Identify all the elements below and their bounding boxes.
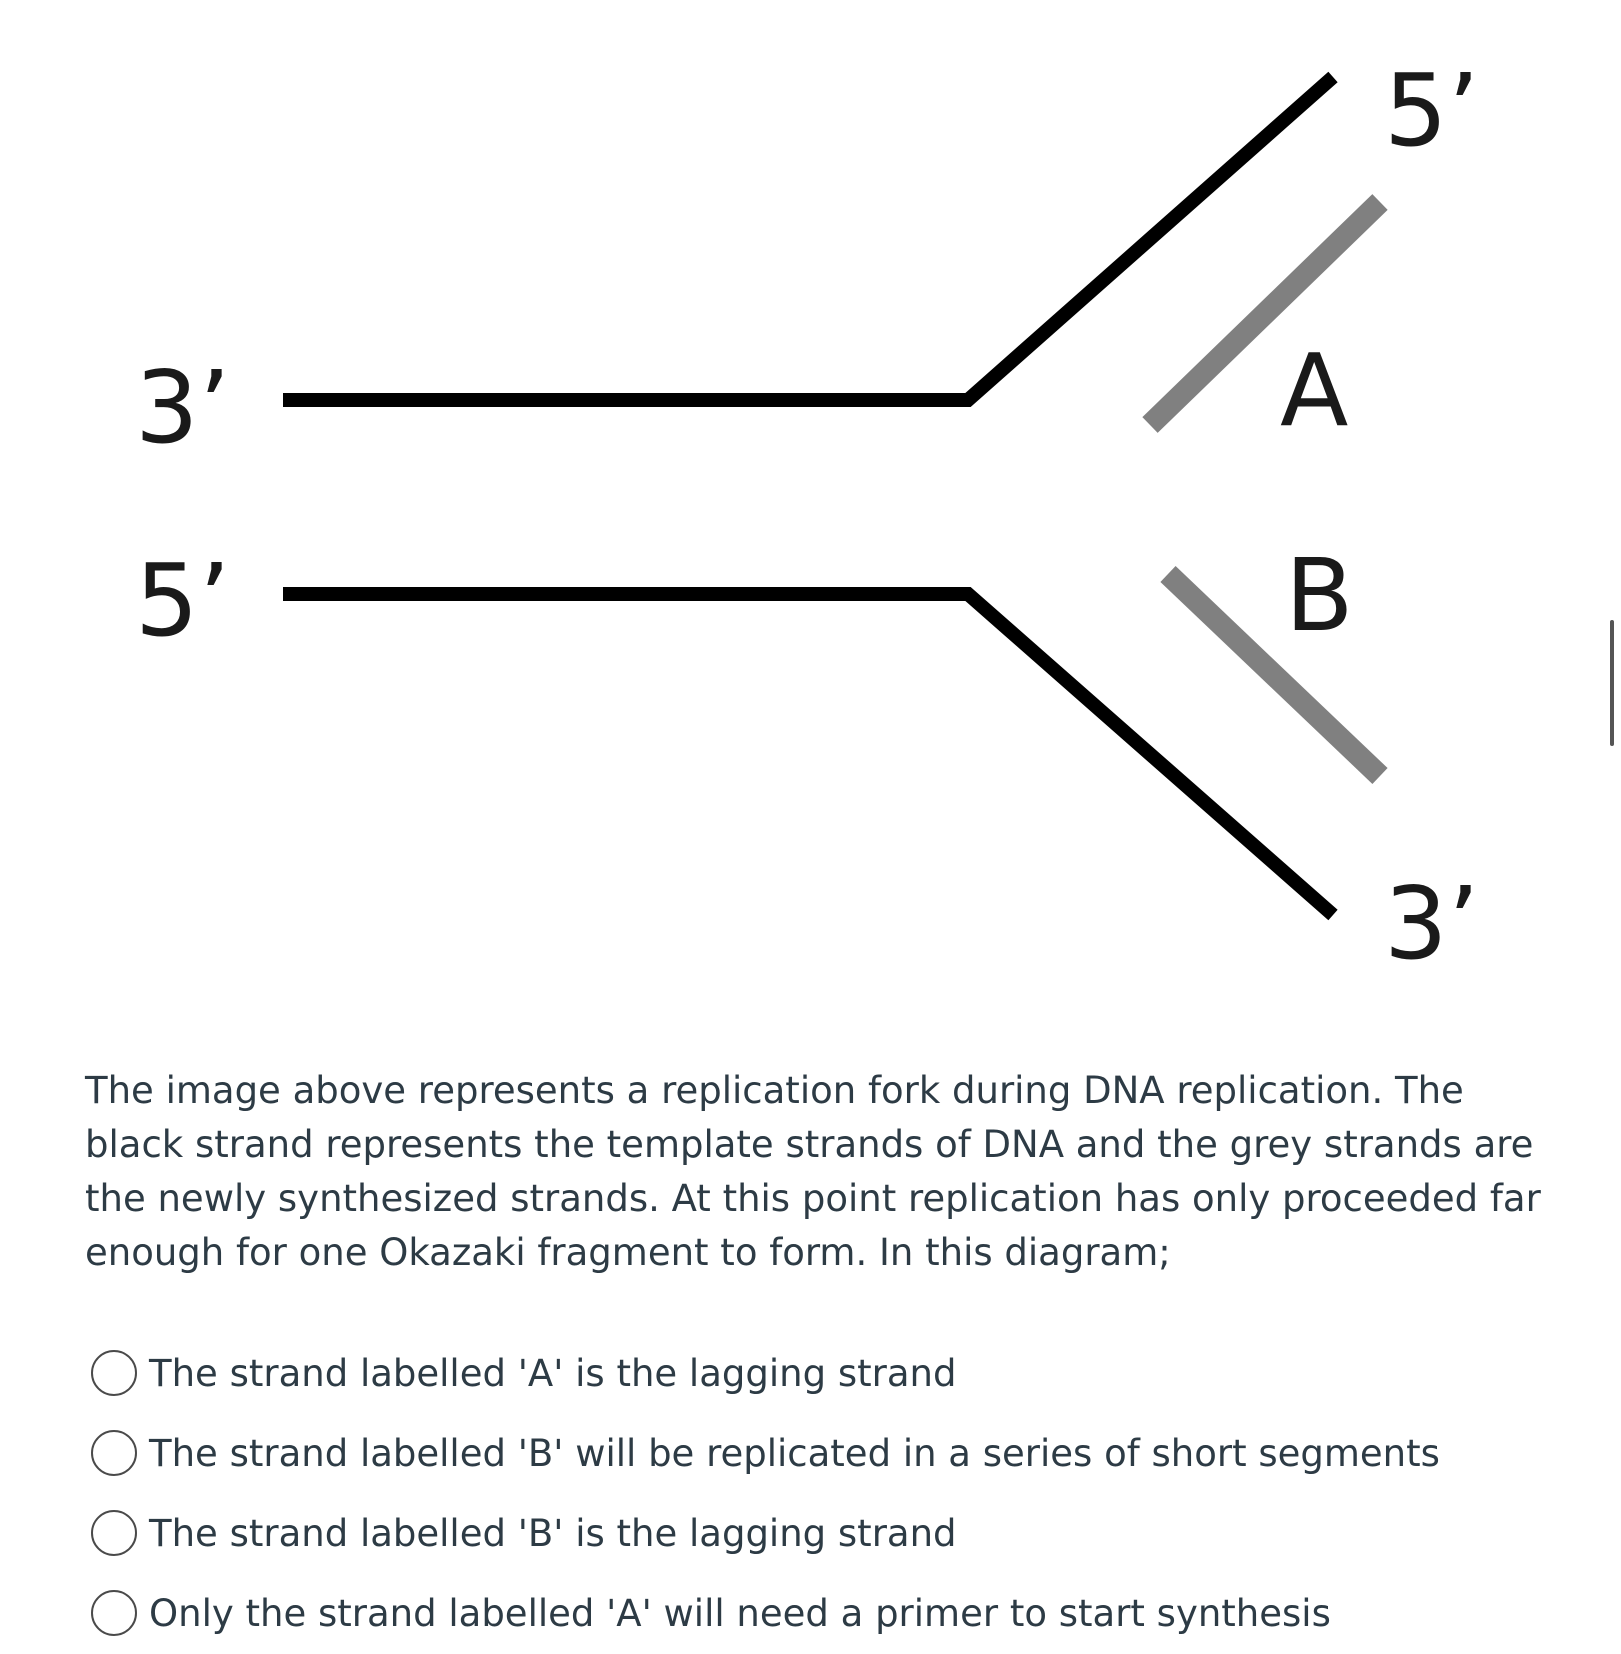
answer-label-1: The strand labelled 'A' is the lagging strand <box>149 1351 957 1395</box>
question-text: The image above represents a replication fork during DNA replication. The black strand represents the template strands of DNA and the grey strands are the newly synthesized strands. At this point replication has only proceeded far enough for one Okazaki fragment to form. In this diagram; <box>85 1069 1541 1274</box>
answer-label-2: The strand labelled 'B' will be replicated in a series of short segments <box>149 1431 1440 1475</box>
template-strand-top <box>283 77 1333 400</box>
answer-option-3[interactable] <box>90 1493 1570 1573</box>
answer-option-4[interactable] <box>90 1573 1570 1653</box>
answer-radio-1[interactable] <box>91 1350 137 1396</box>
label-3prime-bottom-right: 3’ <box>1384 865 1480 982</box>
answer-label-3: The strand labelled 'B' is the lagging strand <box>149 1511 957 1555</box>
answer-radio-3[interactable] <box>91 1510 137 1556</box>
answer-radio-2[interactable] <box>91 1430 137 1476</box>
answer-list <box>90 1333 1570 1653</box>
answer-radio-4[interactable] <box>91 1590 137 1636</box>
answer-option-2[interactable] <box>90 1413 1570 1493</box>
label-5prime-top-right: 5’ <box>1384 52 1480 169</box>
label-3prime-top-left: 3’ <box>135 349 231 466</box>
scrollbar-thumb[interactable] <box>1610 620 1614 746</box>
answer-option-1[interactable] <box>90 1333 1570 1413</box>
answer-label-4: Only the strand labelled 'A' will need a primer to start synthesis <box>149 1591 1331 1635</box>
template-strand-bottom <box>283 594 1333 915</box>
label-strand-b: B <box>1285 537 1354 654</box>
label-5prime-bottom-left: 5’ <box>135 542 231 659</box>
label-strand-a: A <box>1280 332 1349 449</box>
